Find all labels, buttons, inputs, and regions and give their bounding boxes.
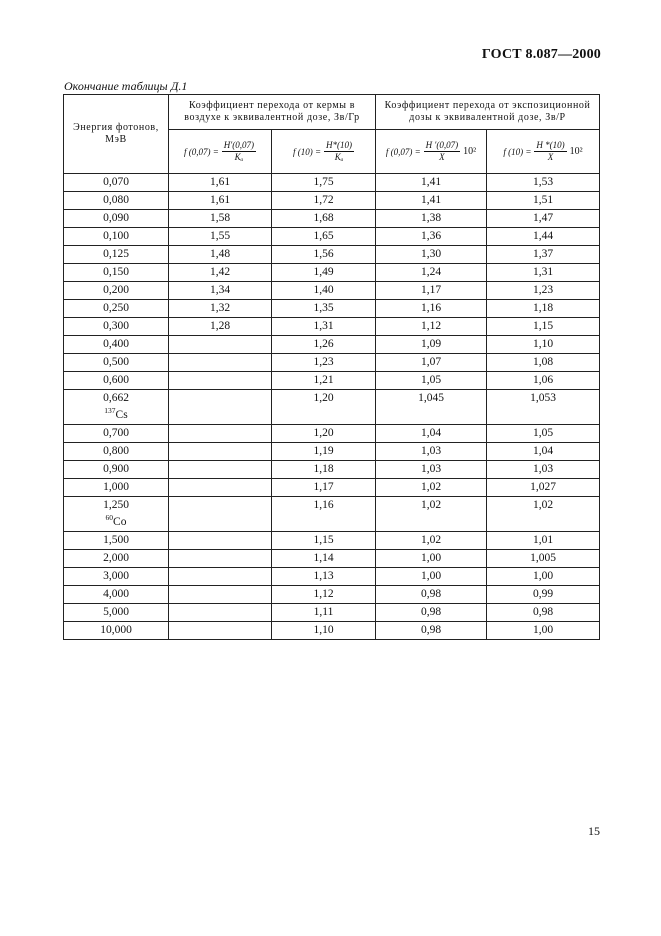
coefficient-cell-c1: 1,58 (169, 210, 272, 228)
energy-cell: 0,100 (64, 228, 169, 246)
table-row (64, 264, 600, 282)
energy-cell: 0,800 (64, 443, 169, 461)
formula-header-f10-kerma: f (10) = $\frac{H*(10)}{\text{Kₐ}}$ (272, 130, 376, 174)
coefficient-cell-c4: 1,03 (487, 461, 600, 479)
coefficient-cell-c4: 1,08 (487, 354, 600, 372)
coefficient-cell-c3: 1,38 (376, 210, 487, 228)
coefficient-cell-c2: 1,35 (272, 300, 376, 318)
coefficient-cell-c3: 1,16 (376, 300, 487, 318)
coefficient-cell-c4: 1,10 (487, 336, 600, 354)
energy-cell: 5,000 (64, 604, 169, 622)
energy-cell: 1,250 $^{60}$Co (64, 497, 169, 532)
kerma-group-header: Коэффициент перехода от кермы в воздухе к эквивалентной дозе, Зв/Гр (169, 95, 376, 130)
table-row (64, 586, 600, 604)
coefficient-cell-c2: 1,12 (272, 586, 376, 604)
coefficient-cell-c2: 1,14 (272, 550, 376, 568)
coefficient-cell-c1 (169, 604, 272, 622)
table-caption: Окончание таблицы Д.1 (64, 79, 188, 93)
table-row (64, 210, 600, 228)
coefficient-cell-c2: 1,10 (272, 622, 376, 640)
coefficient-cell-c3: 1,17 (376, 282, 487, 300)
coefficient-cell-c4: 1,53 (487, 174, 600, 192)
coefficient-cell-c2: 1,75 (272, 174, 376, 192)
coefficient-cell-c1 (169, 622, 272, 640)
coefficient-cell-c1: 1,61 (169, 192, 272, 210)
coefficient-cell-c2: 1,19 (272, 443, 376, 461)
coefficient-cell-c2: 1,13 (272, 568, 376, 586)
table-row (64, 246, 600, 264)
coefficient-cell-c3: 0,98 (376, 604, 487, 622)
coefficient-cell-c4: 1,027 (487, 479, 600, 497)
energy-cell: 0,125 (64, 246, 169, 264)
coefficient-cell-c4: 1,31 (487, 264, 600, 282)
table-row (64, 354, 600, 372)
coefficient-cell-c2: 1,56 (272, 246, 376, 264)
coefficient-cell-c2: 1,49 (272, 264, 376, 282)
coefficient-cell-c4: 1,00 (487, 568, 600, 586)
coefficient-cell-c2: 1,65 (272, 228, 376, 246)
coefficient-cell-c3: 1,02 (376, 497, 487, 532)
coefficient-cell-c1 (169, 390, 272, 425)
coefficient-cell-c4: 1,00 (487, 622, 600, 640)
energy-cell: 4,000 (64, 586, 169, 604)
energy-cell: 0,090 (64, 210, 169, 228)
coefficient-cell-c4: 1,02 (487, 497, 600, 532)
coefficient-cell-c2: 1,31 (272, 318, 376, 336)
coefficient-cell-c2: 1,23 (272, 354, 376, 372)
coefficient-cell-c3: 1,24 (376, 264, 487, 282)
table-row (64, 443, 600, 461)
coefficient-cell-c2: 1,21 (272, 372, 376, 390)
energy-cell: 0,200 (64, 282, 169, 300)
table-row (64, 228, 600, 246)
table-row (64, 300, 600, 318)
coefficient-cell-c1 (169, 586, 272, 604)
table-row (64, 461, 600, 479)
table-row (64, 604, 600, 622)
table-row (64, 390, 600, 425)
isotope-label: $^{137}$Cs (104, 406, 128, 421)
coefficient-cell-c3: 1,07 (376, 354, 487, 372)
coefficient-cell-c3: 1,03 (376, 443, 487, 461)
coefficient-cell-c2: 1,26 (272, 336, 376, 354)
table-row (64, 622, 600, 640)
coefficient-cell-c1 (169, 425, 272, 443)
exposure-group-header: Коэффициент перехода от экспозиционной дозы к эквивалентной дозе, Зв/Р (376, 95, 600, 130)
table-row (64, 497, 600, 532)
coefficient-cell-c1: 1,48 (169, 246, 272, 264)
coefficient-cell-c1: 1,34 (169, 282, 272, 300)
table-row (64, 336, 600, 354)
coefficient-cell-c2: 1,40 (272, 282, 376, 300)
coefficient-cell-c2: 1,15 (272, 532, 376, 550)
standard-code: ГОСТ 8.087—2000 (481, 47, 601, 62)
table-row (64, 192, 600, 210)
coefficient-cell-c1: 1,28 (169, 318, 272, 336)
coefficient-cell-c4: 1,37 (487, 246, 600, 264)
coefficient-cell-c3: 1,03 (376, 461, 487, 479)
coefficient-cell-c3: 1,41 (376, 192, 487, 210)
table-row (64, 479, 600, 497)
formula-header-f007-exposure: f (0,07) = $\frac{H '(0,07)}{X}$ 10² (376, 130, 487, 174)
energy-cell: 2,000 (64, 550, 169, 568)
coefficient-cell-c1 (169, 532, 272, 550)
coefficient-cell-c1 (169, 372, 272, 390)
energy-cell: 0,400 (64, 336, 169, 354)
isotope-label: $^{60}$Co (105, 513, 127, 528)
table-row (64, 425, 600, 443)
energy-cell: 0,700 (64, 425, 169, 443)
coefficient-cell-c2: 1,11 (272, 604, 376, 622)
table-row (64, 550, 600, 568)
coefficient-cell-c4: 1,23 (487, 282, 600, 300)
coefficient-cell-c4: 0,98 (487, 604, 600, 622)
coefficient-cell-c4: 1,44 (487, 228, 600, 246)
coefficient-cell-c1: 1,61 (169, 174, 272, 192)
coefficient-cell-c3: 1,04 (376, 425, 487, 443)
energy-cell: 1,000 (64, 479, 169, 497)
coefficient-cell-c1 (169, 443, 272, 461)
coefficient-cell-c4: 1,04 (487, 443, 600, 461)
coefficient-cell-c4: 1,06 (487, 372, 600, 390)
table-body (64, 174, 600, 640)
table-row (64, 318, 600, 336)
table-row (64, 174, 600, 192)
coefficient-cell-c1 (169, 336, 272, 354)
page-number: 15 (588, 824, 600, 838)
coefficient-cell-c3: 1,30 (376, 246, 487, 264)
formula-header-f10-exposure: f (10) = $\frac{H *(10)}{X}$ 10² (487, 130, 600, 174)
coefficient-cell-c4: 1,005 (487, 550, 600, 568)
energy-cell: 0,150 (64, 264, 169, 282)
coefficient-cell-c3: 1,09 (376, 336, 487, 354)
coefficient-cell-c3: 1,00 (376, 550, 487, 568)
coefficient-cell-c2: 1,68 (272, 210, 376, 228)
coefficient-cell-c3: 1,02 (376, 532, 487, 550)
energy-cell: 0,080 (64, 192, 169, 210)
coefficient-cell-c1 (169, 479, 272, 497)
coefficient-cell-c4: 1,05 (487, 425, 600, 443)
coefficient-cell-c2: 1,72 (272, 192, 376, 210)
energy-cell: 0,600 (64, 372, 169, 390)
coefficient-cell-c4: 1,47 (487, 210, 600, 228)
energy-cell: 1,500 (64, 532, 169, 550)
coefficient-cell-c3: 1,41 (376, 174, 487, 192)
coefficient-cell-c4: 0,99 (487, 586, 600, 604)
coefficient-cell-c1 (169, 568, 272, 586)
energy-cell: 0,070 (64, 174, 169, 192)
coefficient-cell-c1: 1,55 (169, 228, 272, 246)
coefficient-cell-c3: 1,12 (376, 318, 487, 336)
table-row (64, 372, 600, 390)
coefficient-cell-c3: 0,98 (376, 586, 487, 604)
energy-cell: 0,900 (64, 461, 169, 479)
coefficient-cell-c2: 1,16 (272, 497, 376, 532)
coefficient-cell-c1 (169, 497, 272, 532)
conversion-table (63, 94, 600, 640)
coefficient-cell-c4: 1,15 (487, 318, 600, 336)
coefficient-cell-c4: 1,18 (487, 300, 600, 318)
coefficient-cell-c1 (169, 461, 272, 479)
coefficient-cell-c1 (169, 354, 272, 372)
coefficient-cell-c4: 1,053 (487, 390, 600, 425)
coefficient-cell-c4: 1,01 (487, 532, 600, 550)
energy-cell: 3,000 (64, 568, 169, 586)
coefficient-cell-c3: 1,05 (376, 372, 487, 390)
formula-header-f007-kerma: f (0,07) = $\frac{H'(0,07)}{\text{Kₐ}}$ (169, 130, 272, 174)
coefficient-cell-c2: 1,20 (272, 390, 376, 425)
energy-cell: 10,000 (64, 622, 169, 640)
coefficient-cell-c3: 1,02 (376, 479, 487, 497)
coefficient-cell-c3: 1,00 (376, 568, 487, 586)
coefficient-cell-c2: 1,18 (272, 461, 376, 479)
coefficient-cell-c1 (169, 550, 272, 568)
coefficient-cell-c3: 1,045 (376, 390, 487, 425)
coefficient-cell-c3: 0,98 (376, 622, 487, 640)
energy-cell: 0,500 (64, 354, 169, 372)
coefficient-cell-c1: 1,42 (169, 264, 272, 282)
coefficient-cell-c1: 1,32 (169, 300, 272, 318)
energy-cell: 0,300 (64, 318, 169, 336)
energy-cell: 0,662 $^{137}$Cs (64, 390, 169, 425)
energy-cell: 0,250 (64, 300, 169, 318)
coefficient-cell-c4: 1,51 (487, 192, 600, 210)
coefficient-cell-c2: 1,17 (272, 479, 376, 497)
coefficient-cell-c2: 1,20 (272, 425, 376, 443)
coefficient-cell-c3: 1,36 (376, 228, 487, 246)
table-row (64, 282, 600, 300)
table-row (64, 532, 600, 550)
energy-column-header: Энергия фотонов, МэВ (64, 95, 169, 174)
table-row (64, 568, 600, 586)
